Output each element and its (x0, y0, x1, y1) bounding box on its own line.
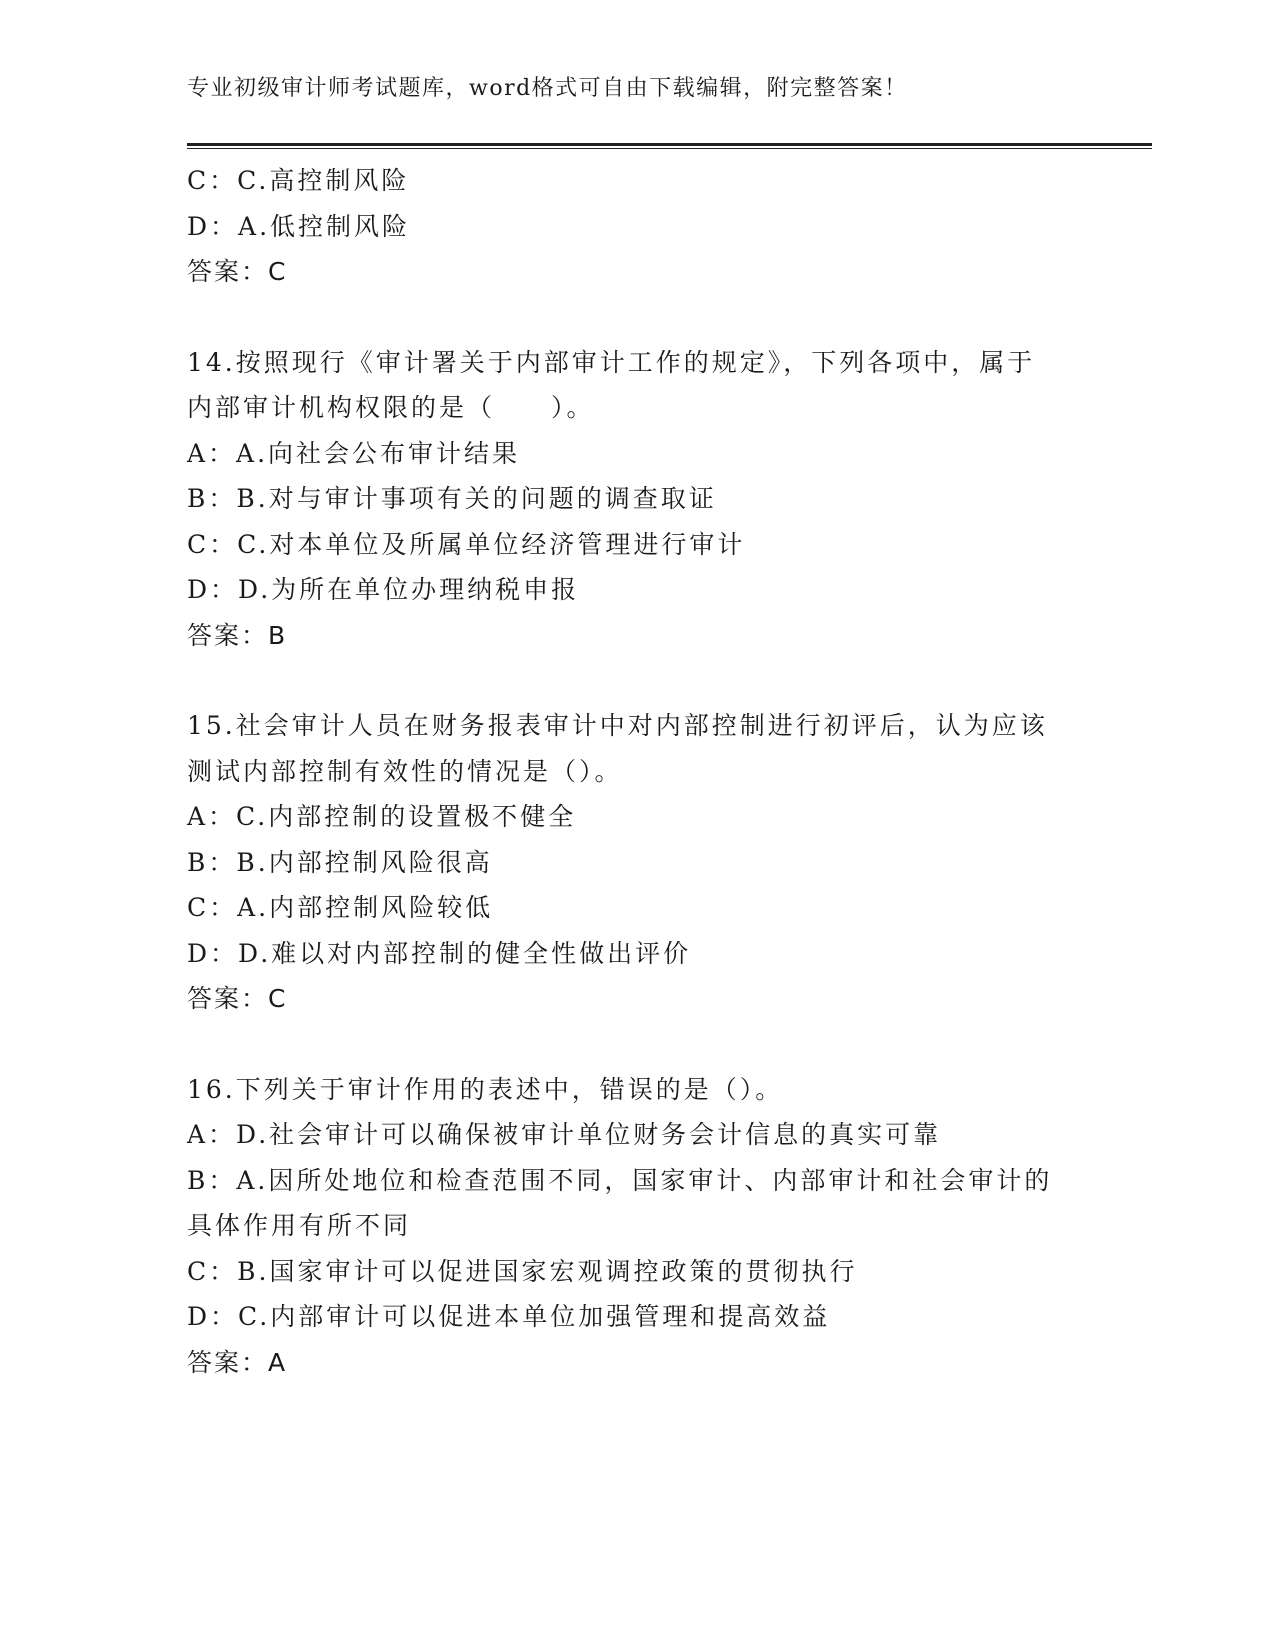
question-stem: 14.按照现行《审计署关于内部审计工作的规定》，下列各项中，属于 (187, 347, 1036, 377)
spacer (187, 658, 1087, 703)
option-d: D：D.为所在单位办理纳税申报 (187, 575, 580, 604)
option-c: C：C.对本单位及所属单位经济管理进行审计 (187, 529, 746, 559)
option-d: D：D.难以对内部控制的健全性做出评价 (187, 938, 692, 968)
option-a: A：A.向社会公布审计结果 (187, 438, 521, 468)
question-16 (187, 1067, 1087, 1386)
answer-line: 答案：C (187, 984, 288, 1013)
option-d: D：C.内部审计可以促进本单位加强管理和提高效益 (187, 1302, 831, 1331)
option-c: C：B.国家审计可以促进国家宏观调控政策的贯彻执行 (187, 1256, 858, 1286)
option-b: B：A.因所处地位和检查范围不同，国家审计、内部审计和社会审计的 (187, 1165, 1053, 1195)
question-stem: 16.下列关于审计作用的表述中，错误的是（）。 (187, 1074, 784, 1104)
page-header: 专业初级审计师考试题库，word格式可自由下载编辑，附完整答案！ (187, 76, 908, 101)
option-b: B：B.内部控制风险很高 (187, 847, 493, 877)
header-divider (187, 143, 1152, 149)
option-c: C：A.内部控制风险较低 (187, 893, 494, 922)
continued-question (187, 158, 1087, 295)
question-stem: 测试内部控制有效性的情况是（）。 (187, 756, 623, 786)
spacer (187, 1022, 1087, 1067)
question-15 (187, 703, 1087, 1022)
question-stem: 内部审计机构权限的是（ ）。 (187, 393, 595, 422)
question-stem: 15.社会审计人员在财务报表审计中对内部控制进行初评后，认为应该 (187, 711, 1048, 740)
document-body (187, 158, 1087, 1385)
question-14 (187, 340, 1087, 659)
answer-line: 答案：B (187, 620, 288, 650)
spacer (187, 295, 1087, 340)
answer-line: 答案：A (187, 1347, 288, 1377)
option-a: A：D.社会审计可以确保被审计单位财务会计信息的真实可靠 (187, 1120, 942, 1149)
option-c: C：C.高控制风险 (187, 166, 410, 195)
option-a: A：C.内部控制的设置极不健全 (187, 802, 577, 831)
option-b-continued: 具体作用有所不同 (187, 1211, 412, 1240)
answer-line: 答案：C (187, 257, 288, 286)
option-d: D：A.低控制风险 (187, 211, 411, 241)
option-b: B：B.对与审计事项有关的问题的调查取证 (187, 484, 717, 513)
